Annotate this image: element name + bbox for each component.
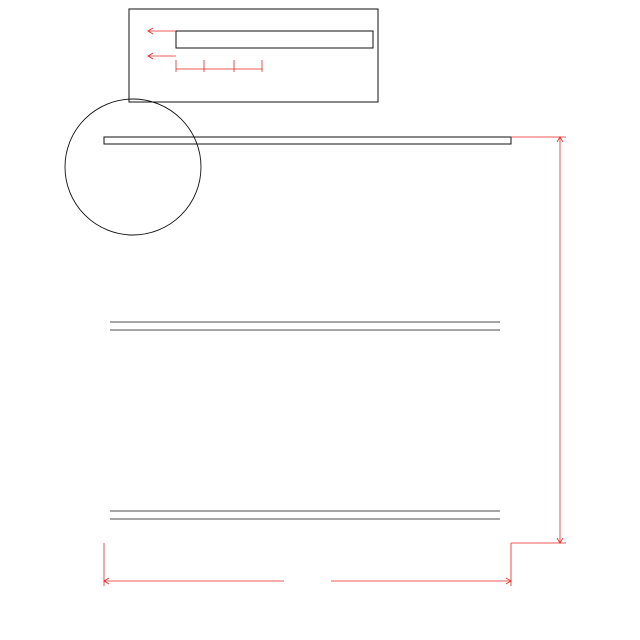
- detail-inset: [129, 9, 378, 102]
- width-dimension: [104, 543, 511, 586]
- detail-callout-circle: [65, 99, 201, 235]
- cross-batten-middle: [110, 322, 500, 330]
- top-rail: [104, 137, 511, 144]
- height-dimension: [511, 137, 566, 543]
- slat-panel: [104, 137, 511, 519]
- detail-top-board: [176, 31, 373, 48]
- cross-batten-bottom: [110, 511, 500, 519]
